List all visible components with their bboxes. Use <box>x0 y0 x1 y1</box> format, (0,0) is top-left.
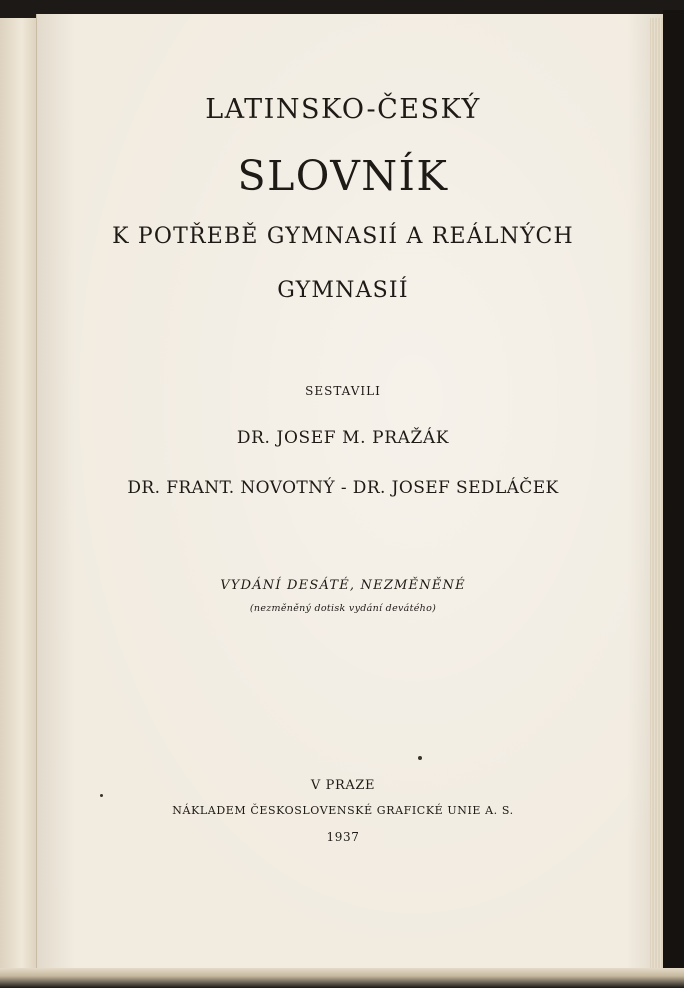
author-1: DR. JOSEF M. PRAŽÁK <box>236 428 450 448</box>
authors-2-3: DR. FRANT. NOVOTNÝ - DR. JOSEF SEDLÁČEK <box>127 478 559 498</box>
title-line-1: LATINSKO-ČESKÝ <box>205 94 481 125</box>
compiled-by-label: SESTAVILI <box>305 384 381 398</box>
bottom-page-edge <box>0 968 684 988</box>
subtitle-line-1: K POTŘEBĚ GYMNASIÍ A REÁLNÝCH <box>112 224 574 249</box>
cover-edge <box>663 10 684 988</box>
subtitle-line-2: GYMNASIÍ <box>277 278 409 303</box>
ink-speck <box>418 756 422 760</box>
ink-speck <box>100 794 103 797</box>
publication-year: 1937 <box>326 830 360 844</box>
edition-note: (nezměněný dotisk vydání devátého) <box>249 603 437 614</box>
publisher-line: NÁKLADEM ČESKOSLOVENSKÉ GRAFICKÉ UNIE A. S. <box>172 804 514 817</box>
title-line-2: SLOVNÍK <box>237 152 449 200</box>
publication-place: V PRAZE <box>310 778 376 793</box>
edition-line: VYDÁNÍ DESÁTÉ, NEZMĚNĚNÉ <box>220 578 466 593</box>
right-page-edges <box>650 18 664 976</box>
left-page-edge <box>0 18 41 980</box>
